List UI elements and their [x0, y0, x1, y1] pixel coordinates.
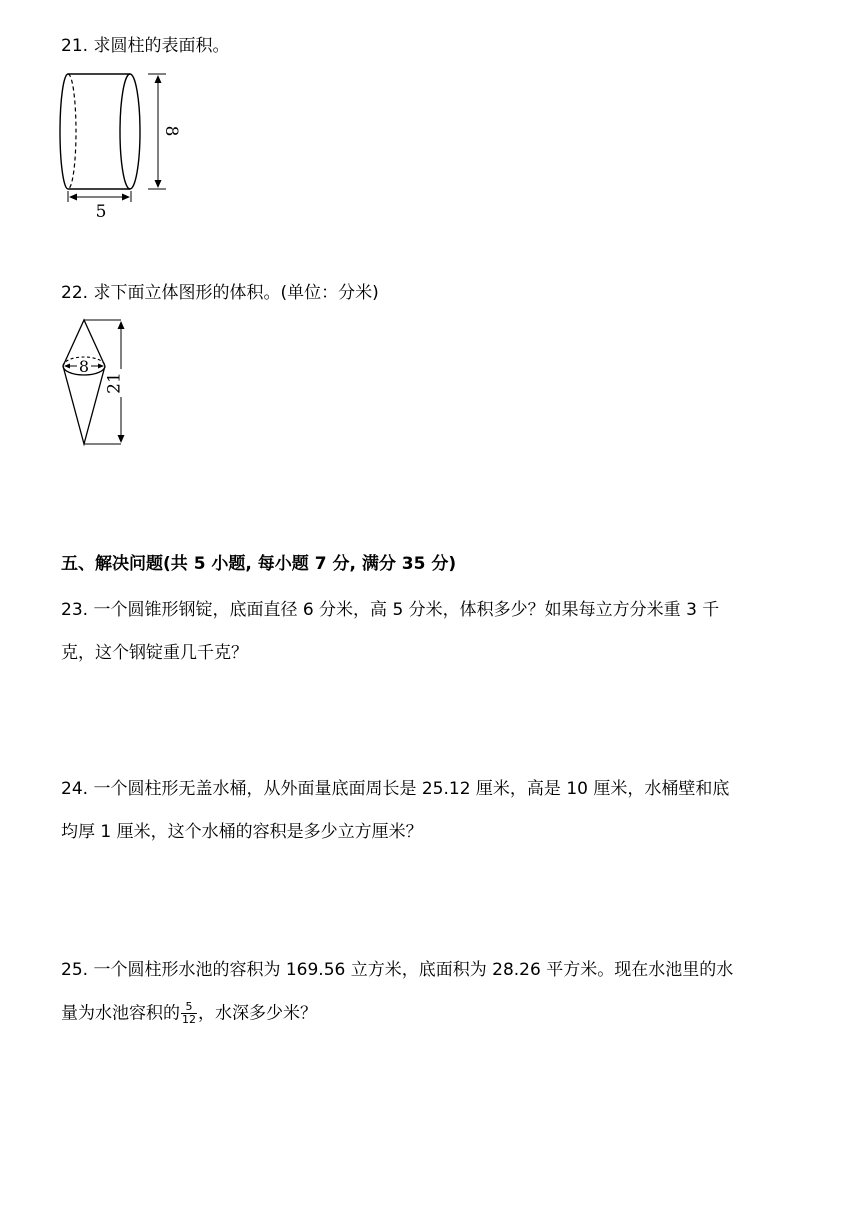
- fraction-denominator: 12: [182, 1013, 196, 1026]
- fraction: [181, 1001, 197, 1026]
- question-25-line1: 25. 一个圆柱形水池的容积为 169.56 立方米，底面积为 28.26 平方米。现在水池里的水: [61, 960, 734, 980]
- question-25-line2: [61, 1001, 317, 1026]
- double-cone-figure: [55, 315, 140, 450]
- question-24-line1: 24. 一个圆柱形无盖水桶，从外面量底面周长是 25.12 厘米，高是 10 厘米，水桶壁和底: [61, 779, 730, 799]
- fraction-numerator: 5: [181, 1001, 197, 1014]
- question-25-line2-after: ，水深多少米？: [198, 1003, 317, 1024]
- question-21-text: 21. 求圆柱的表面积。: [61, 36, 230, 56]
- cylinder-height-label: 8: [161, 125, 181, 137]
- cone-diameter-label: 8: [78, 357, 90, 376]
- section-title: 五、解决问题(共 5 小题, 每小题 7 分, 满分 35 分): [61, 554, 457, 574]
- question-24-line2: 均厚 1 厘米，这个水桶的容积是多少立方厘米？: [61, 822, 423, 842]
- cylinder-figure: [55, 68, 190, 223]
- cone-height-label: 21: [104, 372, 125, 394]
- question-23-line2: 克，这个钢锭重几千克？: [61, 643, 248, 663]
- question-22-text: 22. 求下面立体图形的体积。(单位：分米): [61, 283, 379, 303]
- cylinder-diameter-label: 5: [95, 202, 107, 222]
- question-23-line1: 23. 一个圆锥形钢锭，底面直径 6 分米，高 5 分米，体积多少？如果每立方分米重 3 千: [61, 600, 720, 620]
- question-25-line2-before: 量为水池容积的: [61, 1003, 180, 1024]
